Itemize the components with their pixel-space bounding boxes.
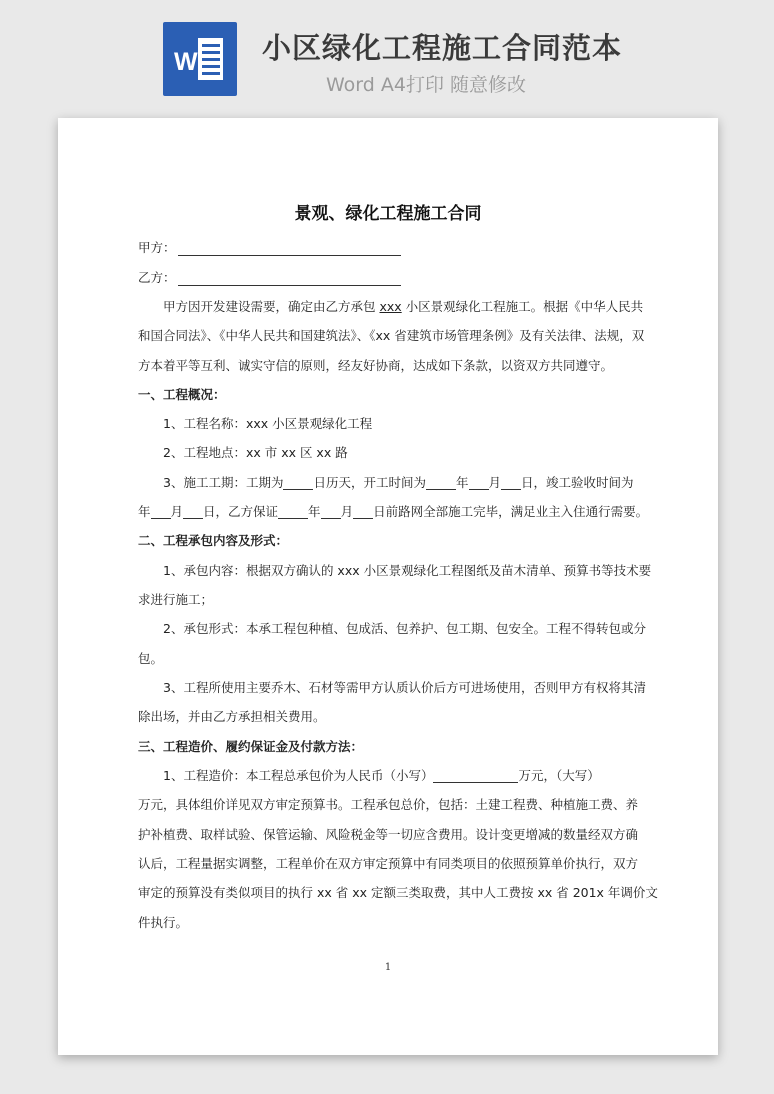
banner-subtitle: Word A4打印 随意修改 <box>326 74 527 96</box>
party-b-blank <box>178 271 401 286</box>
blank <box>433 769 518 783</box>
clause-3-1 <box>163 761 663 790</box>
blank <box>283 476 313 490</box>
section-2-heading: 二、工程承包内容及形式： <box>138 533 289 548</box>
project-name-underlined: xxx <box>379 299 402 314</box>
page-number: 1 <box>384 962 392 973</box>
blank <box>151 505 171 519</box>
blank <box>469 476 489 490</box>
clause-3-1-line-4: 认后，工程量据实调整，工程单价在双方审定预算中有同类项目的依照预算单价执行，双方 <box>138 856 639 871</box>
clause-3-1-line-5: 审定的预算没有类似项目的执行 xx 省 xx 定额三类取费，其中人工费按 xx 省 201x 年调价文 <box>138 885 658 900</box>
text: 1、工程造价：本工程总承包价为人民币（小写） <box>163 768 434 783</box>
text: 万元，（大写） <box>518 768 600 783</box>
clause-2-3: 3、工程所使用主要乔木、石材等需甲方认质认价后方可进场使用，否则甲方有权将其清 <box>163 680 646 695</box>
text: 日，竣工验收时间为 <box>521 475 634 490</box>
blank <box>278 505 308 519</box>
clause-1-3-cont <box>138 497 649 526</box>
text: 年 <box>308 504 321 519</box>
clause-2-1-cont: 求进行施工； <box>138 592 214 607</box>
word-icon-letter: W <box>174 48 198 76</box>
text: 月 <box>488 475 502 490</box>
party-b-line <box>138 263 638 292</box>
document-title: 景观、绿化工程施工合同 <box>294 204 482 224</box>
header-banner <box>0 0 774 110</box>
section-3-heading: 三、工程造价、履约保证金及付款方法： <box>138 739 364 754</box>
intro-text: 小区景观绿化工程施工。根据《中华人民共 <box>401 299 644 314</box>
party-a-blank <box>178 241 401 256</box>
document-page <box>58 118 718 1055</box>
text: 日历天，开工时间为 <box>313 475 426 490</box>
clause-3-1-line-3: 护补植费、取样试验、保管运输、风险税金等一切应含费用。设计变更增减的数量经双方确 <box>138 827 639 842</box>
clause-1-1: 1、工程名称：xxx 小区景观绿化工程 <box>163 416 373 431</box>
text: 日前路网全部施工完毕，满足业主入住通行需要。 <box>373 504 649 519</box>
clause-2-1: 1、承包内容：根据双方确认的 xxx 小区景观绿化工程图纸及苗木清单、预算书等技术要 <box>163 563 652 578</box>
text: 日，乙方保证 <box>203 504 279 519</box>
text: 3、施工工期：工期为 <box>163 475 284 490</box>
party-a-line <box>138 233 638 262</box>
clause-1-2: 2、工程地点：xx 市 xx 区 xx 路 <box>163 445 348 460</box>
banner-title: 小区绿化工程施工合同范本 <box>262 31 623 65</box>
blank <box>501 476 521 490</box>
clause-3-1-line-6: 件执行。 <box>138 915 189 930</box>
intro-text: 甲方因开发建设需要，确定由乙方承包 <box>163 299 380 314</box>
blank <box>321 505 341 519</box>
blank <box>426 476 456 490</box>
text: 年 <box>455 475 469 490</box>
text: 月 <box>170 504 184 519</box>
clause-3-1-line-2: 万元，具体组价详见双方审定预算书。工程承包总价，包括：土建工程费、种植施工费、养 <box>138 797 639 812</box>
text: 月 <box>340 504 354 519</box>
intro-line-3: 方本着平等互利、诚实守信的原则，经友好协商，达成如下条款，以资双方共同遵守。 <box>138 358 614 373</box>
clause-2-3-cont: 除出场，并由乙方承担相关费用。 <box>138 709 326 724</box>
clause-1-3 <box>163 468 663 497</box>
section-1-heading: 一、工程概况： <box>138 387 226 402</box>
intro-line-2: 和国合同法》、《中华人民共和国建筑法》、《xx 省建筑市场管理条例》及有关法律、法规，双 <box>138 328 645 343</box>
blank <box>353 505 373 519</box>
party-b-label: 乙方： <box>138 270 176 285</box>
intro-line-1 <box>163 292 663 321</box>
party-a-label: 甲方： <box>138 240 176 255</box>
clause-2-2: 2、承包形式：本承工程包种植、包成活、包养护、包工期、包安全。工程不得转包或分 <box>163 621 646 636</box>
word-document-icon <box>163 22 237 96</box>
text: 年 <box>138 504 151 519</box>
clause-2-2-cont: 包。 <box>138 651 164 666</box>
blank <box>183 505 203 519</box>
